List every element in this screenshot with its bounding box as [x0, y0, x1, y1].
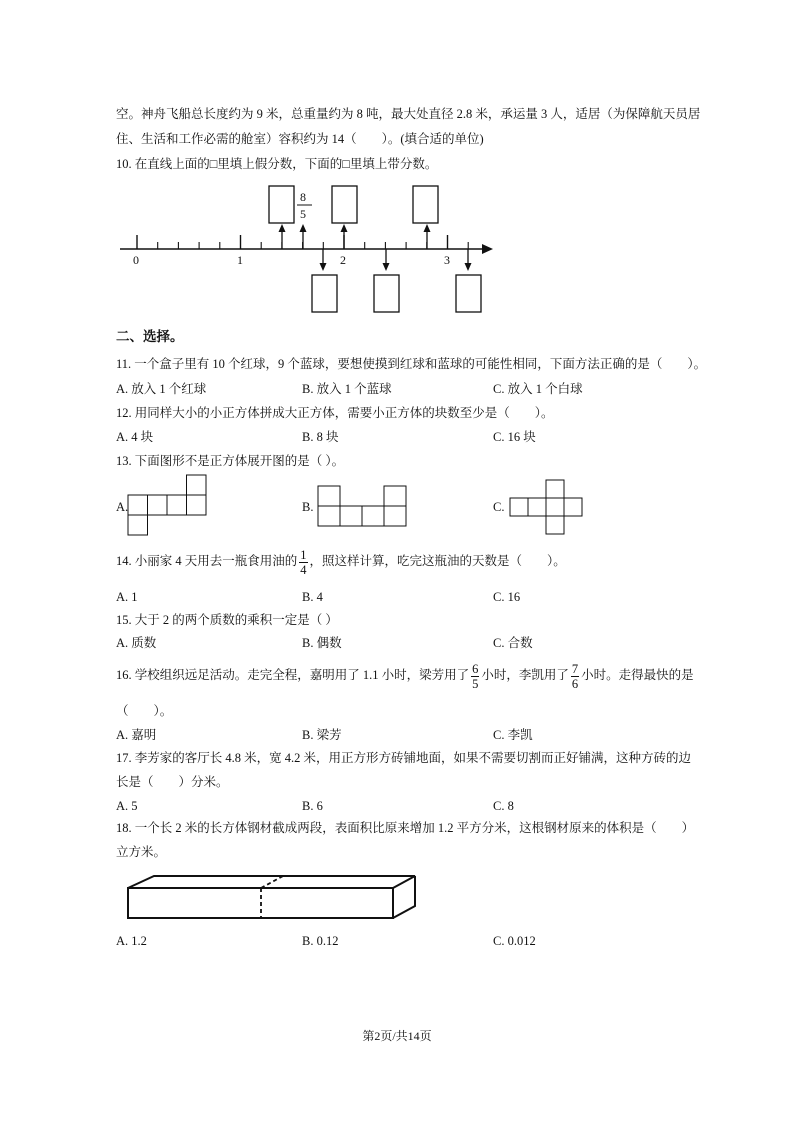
answer-box-lower	[312, 275, 337, 312]
tick-label: 1	[237, 253, 243, 267]
cube-net-b	[315, 484, 411, 530]
q11-option-a[interactable]: A. 放入 1 个红球	[116, 382, 207, 396]
q17-option-b[interactable]: B. 6	[302, 799, 323, 813]
arrow-down	[465, 263, 472, 271]
q18-option-a[interactable]: A. 1.2	[116, 934, 147, 948]
q15-option-c[interactable]: C. 合数	[493, 636, 533, 650]
q16-fraction-1	[471, 662, 479, 691]
q10-text: 10. 在直线上面的□里填上假分数，下面的□里填上带分数。	[116, 157, 438, 171]
q14-option-a[interactable]: A. 1	[116, 590, 138, 604]
q13-option-a[interactable]: A.	[116, 500, 129, 514]
q16-fraction-1-denominator: 5	[472, 676, 479, 691]
q14-option-b[interactable]: B. 4	[302, 590, 323, 604]
q16-line2: （ ）。	[116, 704, 173, 718]
q14-post: ，照这样计算，吃完这瓶油的天数是（ ）。	[309, 554, 566, 568]
q17-line1: 17. 李芳家的客厅长 4.8 米，宽 4.2 米，用正方形方砖铺地面，如果不需要切割而正好铺满，这种方砖的边	[116, 751, 692, 765]
q15-option-a[interactable]: A. 质数	[116, 636, 157, 650]
q13-text: 13. 下面图形不是正方体展开图的是（ ）。	[116, 454, 345, 468]
axis-arrow	[482, 244, 493, 254]
arrow-up	[300, 224, 307, 232]
q14-fraction	[299, 548, 307, 577]
page-footer: 第2页/共14页	[362, 1029, 432, 1043]
q13-option-c[interactable]: C.	[493, 500, 505, 514]
tick-label: 3	[444, 253, 450, 267]
q16-fraction-2-denominator: 6	[571, 676, 579, 691]
answer-box-upper	[269, 186, 294, 223]
q16-option-b[interactable]: B. 梁芳	[302, 728, 342, 742]
q14-fraction-numerator: 1	[300, 547, 307, 562]
fraction-numerator: 8	[300, 190, 306, 204]
steel-bar-figure	[120, 868, 425, 928]
q14-text	[116, 545, 566, 577]
tick-label: 0	[133, 253, 139, 267]
q11-text: 11. 一个盒子里有 10 个红球，9 个蓝球，要想使摸到红球和蓝球的可能性相同，下面方法正确的是（ ）。	[116, 357, 707, 371]
q9-line2: 住、生活和工作必需的舱室）容积约为 14（ ）。(填合适的单位)	[116, 132, 484, 146]
q17-option-a[interactable]: A. 5	[116, 799, 138, 813]
q12-text: 12. 用同样大小的小正方体拼成大正方体，需要小正方体的块数至少是（ ）。	[116, 406, 554, 420]
answer-box-upper	[332, 186, 357, 223]
q18-line2: 立方米。	[116, 845, 167, 859]
q11-option-b[interactable]: B. 放入 1 个蓝球	[302, 382, 392, 396]
q12-option-b[interactable]: B. 8 块	[302, 430, 339, 444]
q9-line1: 空。神舟飞船总长度约为 9 米，总重量约为 8 吨，最大处直径 2.8 米，承运量 3 人，适居（为保障航天员居	[116, 107, 701, 121]
number-line-figure	[0, 0, 794, 330]
q16-text	[116, 659, 694, 691]
q12-option-c[interactable]: C. 16 块	[493, 430, 536, 444]
section-title: 二、选择。	[116, 329, 184, 345]
q16-fraction-2-numerator: 7	[571, 661, 579, 676]
arrow-up	[424, 224, 431, 232]
q16-pre: 16. 学校组织远足活动。走完全程，嘉明用了 1.1 小时，梁芳用了	[116, 668, 470, 682]
q16-option-a[interactable]: A. 嘉明	[116, 728, 157, 742]
q14-option-c[interactable]: C. 16	[493, 590, 521, 604]
q14-fraction-denominator: 4	[300, 562, 307, 577]
cube-net-c	[507, 478, 591, 540]
answer-box-upper	[413, 186, 438, 223]
q11-option-c[interactable]: C. 放入 1 个白球	[493, 382, 583, 396]
arrow-down	[320, 263, 327, 271]
q18-option-b[interactable]: B. 0.12	[302, 934, 339, 948]
q15-text: 15. 大于 2 的两个质数的乘积一定是（ ）	[116, 613, 338, 627]
q17-line2: 长是（ ）分米。	[116, 775, 229, 789]
q16-fraction-2	[571, 662, 579, 691]
arrow-down	[383, 263, 390, 271]
q14-pre: 14. 小丽家 4 天用去一瓶食用油的	[116, 554, 298, 568]
q15-option-b[interactable]: B. 偶数	[302, 636, 342, 650]
q13-option-b[interactable]: B.	[302, 500, 314, 514]
arrow-up	[341, 224, 348, 232]
q18-option-c[interactable]: C. 0.012	[493, 934, 536, 948]
answer-box-lower	[374, 275, 399, 312]
answer-box-lower	[456, 275, 481, 312]
q16-post: 小时。走得最快的是	[581, 668, 694, 682]
q12-option-a[interactable]: A. 4 块	[116, 430, 154, 444]
q16-mid: 小时，李凯用了	[481, 668, 569, 682]
q16-fraction-1-numerator: 6	[472, 661, 479, 676]
tick-label: 2	[340, 253, 346, 267]
arrow-up	[279, 224, 286, 232]
q17-option-c[interactable]: C. 8	[493, 799, 514, 813]
fraction-denominator: 5	[300, 207, 306, 221]
q16-option-c[interactable]: C. 李凯	[493, 728, 533, 742]
q18-line1: 18. 一个长 2 米的长方体钢材截成两段，表面积比原来增加 1.2 平方分米，这根钢材原来的体积是（ ）	[116, 821, 695, 835]
cube-net-a	[125, 474, 215, 538]
